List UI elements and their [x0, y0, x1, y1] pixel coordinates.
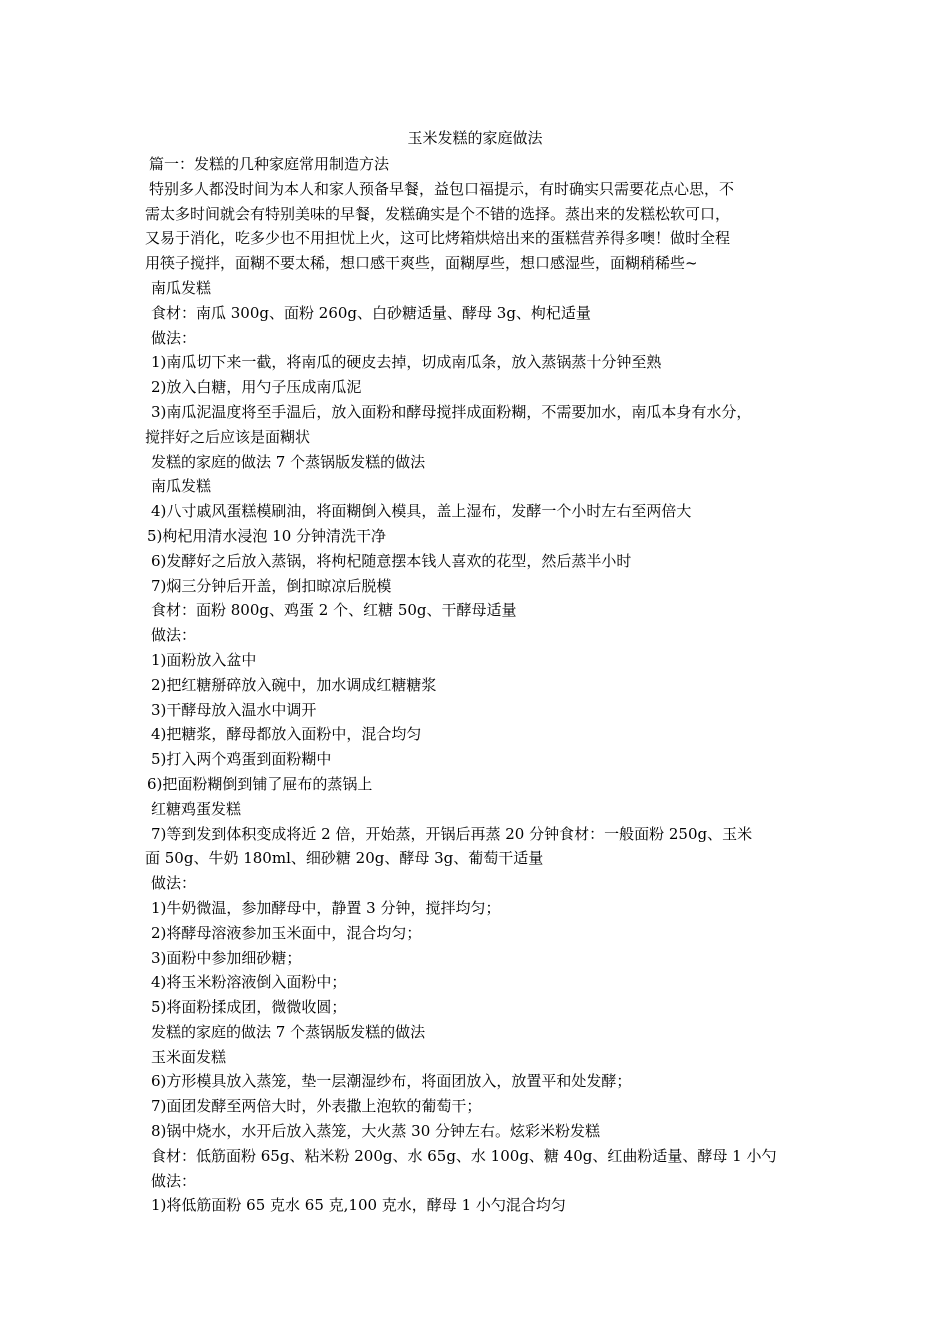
text-line: 7)焖三分钟后开盖，倒扣晾凉后脱模: [151, 576, 392, 595]
text-line: 1)牛奶微温，参加酵母中，静置 3 分钟，搅拌均匀；: [151, 898, 501, 917]
text-line: 搅拌好之后应该是面糊状: [145, 427, 311, 446]
text-line: 4)将玉米粉溶液倒入面粉中；: [151, 973, 347, 992]
text-line: 又易于消化，吃多少也不用担忧上火，这可比烤箱烘焙出来的蛋糕营养得多噢！做时全程: [145, 229, 731, 248]
text-line: 2)将酵母溶液参加玉米面中，混合均匀；: [151, 923, 422, 942]
text-line: 食材：南瓜 300g、面粉 260g、白砂糖适量、酵母 3g、枸杞适量: [151, 303, 591, 322]
text-line: 南瓜发糕: [151, 477, 212, 496]
text-line: 3)面粉中参加细砂糖；: [151, 948, 302, 967]
text-line: 5)枸杞用清水浸泡 10 分钟清洗干净: [147, 526, 387, 545]
text-line: 面 50g、牛奶 180ml、细砂糖 20g、酵母 3g、葡萄干适量: [145, 849, 544, 868]
text-line: 5)打入两个鸡蛋到面粉糊中: [151, 750, 332, 769]
text-line: 特别多人都没时间为本人和家人预备早餐，益包口福提示，有时确实只需要花点心思，不: [149, 179, 735, 198]
text-line: 2)放入白糖，用勺子压成南瓜泥: [151, 378, 362, 397]
document-body: [145, 152, 820, 1218]
text-line: 6)把面粉糊倒到铺了屉布的蒸锅上: [147, 774, 373, 793]
text-line: 发糕的家庭的做法 7 个蒸锅版发糕的做法: [151, 1022, 426, 1041]
text-line: 7)等到发到体积变成将近 2 倍，开始蒸，开锅后再蒸 20 分钟食材：一般面粉 250g、玉米: [151, 824, 753, 843]
text-line: 6)方形模具放入蒸笼，垫一层潮湿纱布，将面团放入，放置平和处发酵；: [151, 1072, 632, 1091]
text-line: 食材：低筋面粉 65g、粘米粉 200g、水 65g、水 100g、糖 40g、红曲粉适量、酵母 1 小勺: [151, 1146, 777, 1165]
document-title: 玉米发糕的家庭做法: [407, 129, 543, 147]
text-line: 用筷子搅拌，面糊不要太稀，想口感干爽些，面糊厚些，想口感湿些，面糊稍稀些~: [145, 254, 698, 273]
text-line: 5)将面粉揉成团，微微收圆；: [151, 998, 347, 1017]
text-line: 做法：: [151, 626, 197, 645]
text-line: 4)把糖浆，酵母都放入面粉中，混合均匀: [151, 725, 422, 744]
text-line: 做法：: [151, 328, 197, 347]
text-line: 做法：: [151, 1171, 197, 1190]
text-line: 南瓜发糕: [151, 278, 212, 297]
text-line: 8)锅中烧水，水开后放入蒸笼，大火蒸 30 分钟左右。炫彩米粉发糕: [151, 1122, 601, 1141]
text-line: 红糖鸡蛋发糕: [151, 799, 242, 818]
text-line: 玉米面发糕: [151, 1047, 227, 1066]
text-line: 需太多时间就会有特别美味的早餐，发糕确实是个不错的选择。蒸出来的发糕松软可口，: [145, 204, 731, 223]
text-line: 2)把红糖掰碎放入碗中，加水调成红糖糖浆: [151, 675, 437, 694]
text-line: 发糕的家庭的做法 7 个蒸锅版发糕的做法: [151, 452, 426, 471]
text-line: 6)发酵好之后放入蒸锅，将枸杞随意摆本钱人喜欢的花型，然后蒸半小时: [151, 551, 632, 570]
text-line: 1)将低筋面粉 65 克水 65 克,100 克水，酵母 1 小勺混合均匀: [151, 1196, 566, 1215]
text-line: 篇一：发糕的几种家庭常用制造方法: [149, 155, 390, 173]
text-line: 4)八寸戚风蛋糕模刷油，将面糊倒入模具，盖上湿布，发酵一个小时左右至两倍大: [151, 502, 692, 521]
text-line: 1)面粉放入盆中: [151, 650, 257, 669]
text-line: 7)面团发酵至两倍大时，外表撒上泡软的葡萄干；: [151, 1097, 482, 1116]
text-line: 3)南瓜泥温度将至手温后，放入面粉和酵母搅拌成面粉糊，不需要加水，南瓜本身有水分，: [151, 402, 752, 421]
text-line: 食材：面粉 800g、鸡蛋 2 个、红糖 50g、干酵母适量: [151, 601, 517, 620]
text-line: 1)南瓜切下来一截，将南瓜的硬皮去掉，切成南瓜条，放入蒸锅蒸十分钟至熟: [151, 353, 662, 372]
text-line: 做法：: [151, 874, 197, 893]
text-line: 3)干酵母放入温水中调开: [151, 700, 317, 719]
